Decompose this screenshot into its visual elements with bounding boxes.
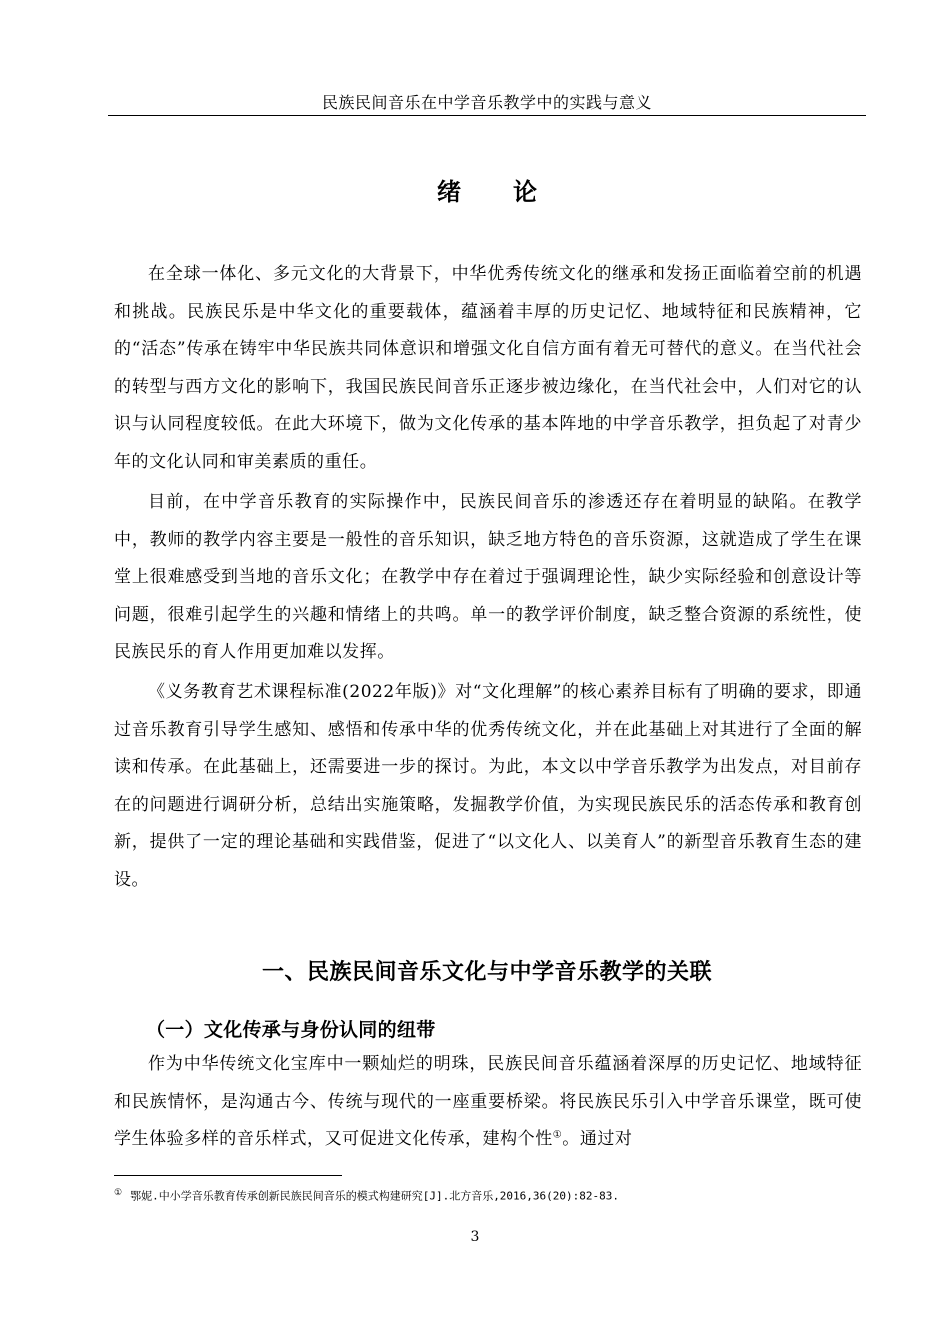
chapter-title-part2: 论 <box>513 178 537 206</box>
header-rule <box>108 115 866 116</box>
subsection-title: （一）文化传承与身份认同的纽带 <box>146 1019 436 1041</box>
intro-paragraph-2: 目前，在中学音乐教育的实际操作中，民族民间音乐的渗透还存在着明显的缺陷。在教学中，教师的教学内容主要是一般性的音乐知识，缺乏地方特色的音乐资源，这就造成了学生在课堂上很难感受到当地的音乐文化；在教学中存在着过于强调理论性，缺少实际经验和创意设计等问题，很难引起学生的兴趣和情绪上的共鸣。单一的教学评价制度，缺乏整合资源的系统性，使民族民乐的育人作用更加难以发挥。 <box>114 492 862 662</box>
section-paragraph-text-tail: 。通过对 <box>562 1129 633 1149</box>
section-paragraph-text: 作为中华传统文化宝库中一颗灿烂的明珠，民族民间音乐蕴涵着深厚的历史记忆、地域特征和民族情怀，是沟通古今、传统与现代的一座重要桥梁。将民族民乐引入中学音乐课堂，既可使学生体验多样的音乐样式，又可促进文化传承，建构个性 <box>114 1054 862 1149</box>
chapter-title <box>108 176 866 208</box>
footnote-rule <box>114 1175 342 1176</box>
intro-paragraph-1: 在全球一体化、多元文化的大背景下，中华优秀传统文化的继承和发扬正面临着空前的机遇和挑战。民族民乐是中华文化的重要载体，蕴涵着丰厚的历史记忆、地域特征和民族精神，它的“活态”传承在铸牢中华民族共同体意识和增强文化自信方面有着无可替代的意义。在当代社会的转型与西方文化的影响下，我国民族民间音乐正逐步被边缘化，在当代社会中，人们对它的认识与认同程度较低。在此大环境下，做为文化传承的基本阵地的中学音乐教学，担负起了对青少年的文化认同和审美素质的重任。 <box>114 264 862 472</box>
footnote-number: ① <box>114 1188 123 1198</box>
footnote-text: 鄂妮.中小学音乐教育传承创新民族民间音乐的模式构建研究[J].北方音乐,2016,36(20):82-83. <box>130 1189 620 1203</box>
running-header: 民族民间音乐在中学音乐教学中的实践与意义 <box>321 93 652 112</box>
intro-paragraph-3: 《义务教育艺术课程标准(2022年版)》对“文化理解”的核心素养目标有了明确的要求，即通过音乐教育引导学生感知、感悟和传承中华的优秀传统文化，并在此基础上对其进行了全面的解读和传承。在此基础上，还需要进一步的探讨。为此，本文以中学音乐教学为出发点，对目前存在的问题进行调研分析，总结出实施策略，发掘教学价值，为实现民族民乐的活态传承和教育创新，提供了一定的理论基础和实践借鉴，促进了“以文化人、以美育人”的新型音乐教育生态的建设。 <box>114 682 862 890</box>
chapter-title-part1: 绪 <box>437 178 461 206</box>
section-title: 一、民族民间音乐文化与中学音乐教学的关联 <box>261 960 712 985</box>
section-paragraph <box>114 1046 862 1159</box>
footnote <box>114 1185 862 1205</box>
page-number: 3 <box>470 1229 480 1245</box>
footnote-reference[interactable]: ① <box>552 1129 563 1141</box>
